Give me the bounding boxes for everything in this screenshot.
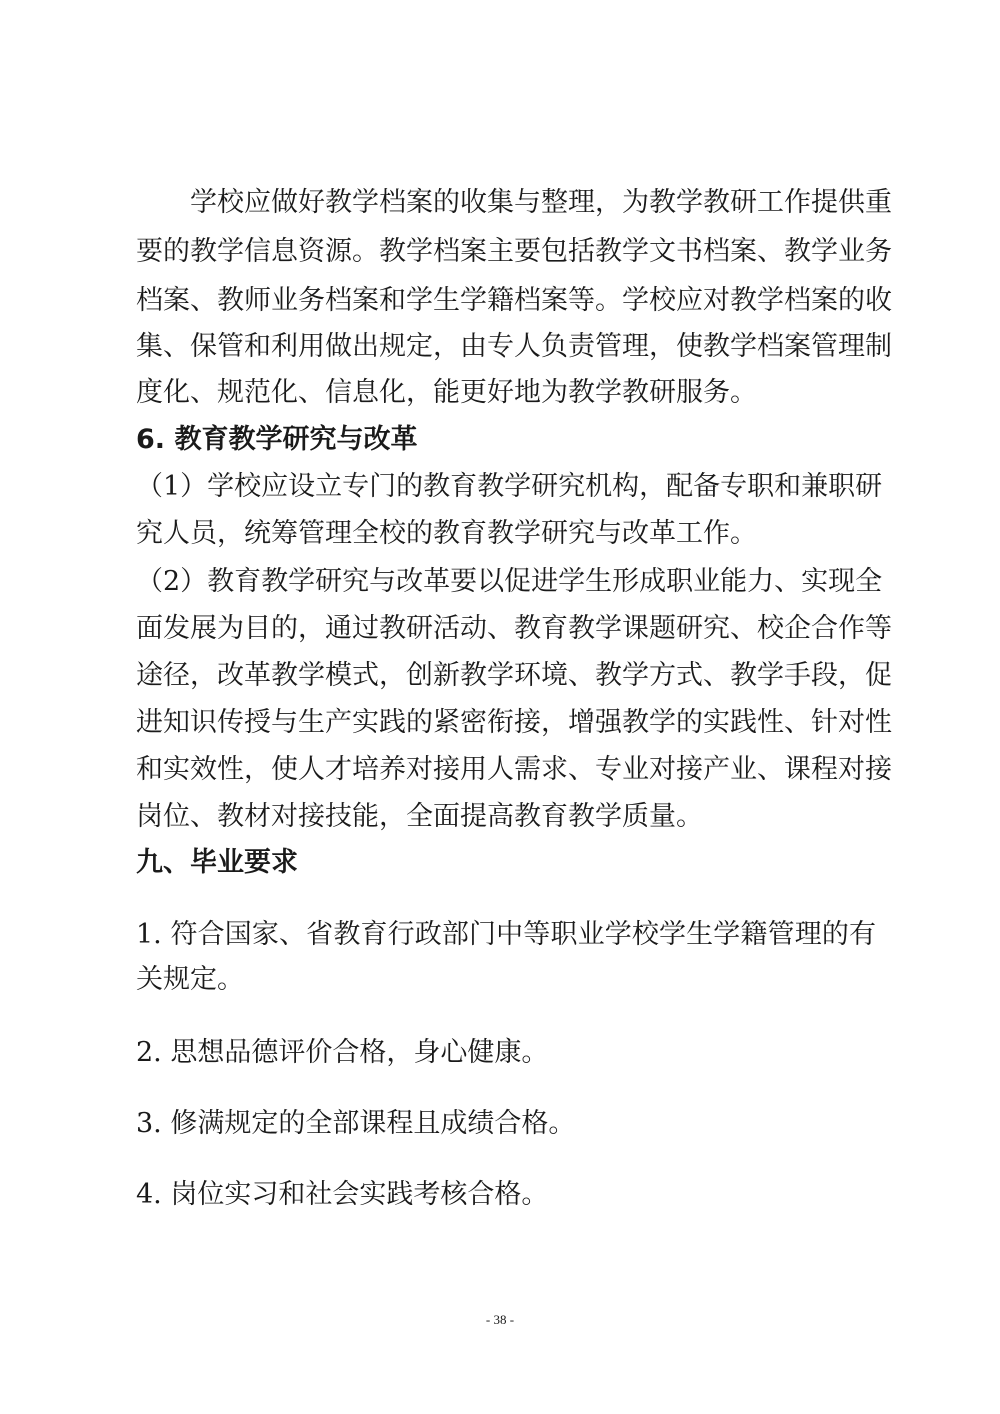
paragraph-archive-line-4: 集、保管和利用做出规定，由专人负责管理，使教学档案管理制 [136, 331, 892, 362]
section-heading-research-reform: 6. 教育教学研究与改革 [136, 424, 418, 455]
paragraph-research-2-line-6: 岗位、教材对接技能，全面提高教育教学质量。 [136, 801, 703, 832]
requirement-4: 4. 岗位实习和社会实践考核合格。 [136, 1179, 549, 1210]
paragraph-archive-line-2: 要的教学信息资源。教学档案主要包括教学文书档案、教学业务 [136, 236, 892, 267]
paragraph-archive-line-3: 档案、教师业务档案和学生学籍档案等。学校应对教学档案的收 [136, 285, 892, 316]
paragraph-archive-line-5: 度化、规范化、信息化，能更好地为教学教研服务。 [136, 377, 757, 408]
section-heading-graduation-requirements: 九、毕业要求 [136, 847, 298, 878]
paragraph-archive-line-1: 学校应做好教学档案的收集与整理，为教学教研工作提供重 [190, 187, 892, 218]
requirement-1-line-2: 关规定。 [136, 964, 244, 995]
paragraph-research-2-line-4: 进知识传授与生产实践的紧密衔接，增强教学的实践性、针对性 [136, 707, 892, 738]
requirement-2: 2. 思想品德评价合格，身心健康。 [136, 1037, 549, 1068]
paragraph-research-2-line-3: 途径，改革教学模式，创新教学环境、教学方式、教学手段，促 [136, 660, 892, 691]
requirement-1-line-1: 1. 符合国家、省教育行政部门中等职业学校学生学籍管理的有 [136, 919, 876, 950]
paragraph-research-1-line-2: 究人员，统筹管理全校的教育教学研究与改革工作。 [136, 518, 757, 549]
requirement-3: 3. 修满规定的全部课程且成绩合格。 [136, 1108, 576, 1139]
paragraph-research-2-line-2: 面发展为目的，通过教研活动、教育教学课题研究、校企合作等 [136, 613, 892, 644]
paragraph-research-2-line-1: （2）教育教学研究与改革要以促进学生形成职业能力、实现全 [136, 566, 883, 597]
paragraph-research-1-line-1: （1）学校应设立专门的教育教学研究机构，配备专职和兼职研 [136, 471, 883, 502]
page-number: - 38 - [485, 1312, 515, 1327]
paragraph-research-2-line-5: 和实效性，使人才培养对接用人需求、专业对接产业、课程对接 [136, 754, 892, 785]
